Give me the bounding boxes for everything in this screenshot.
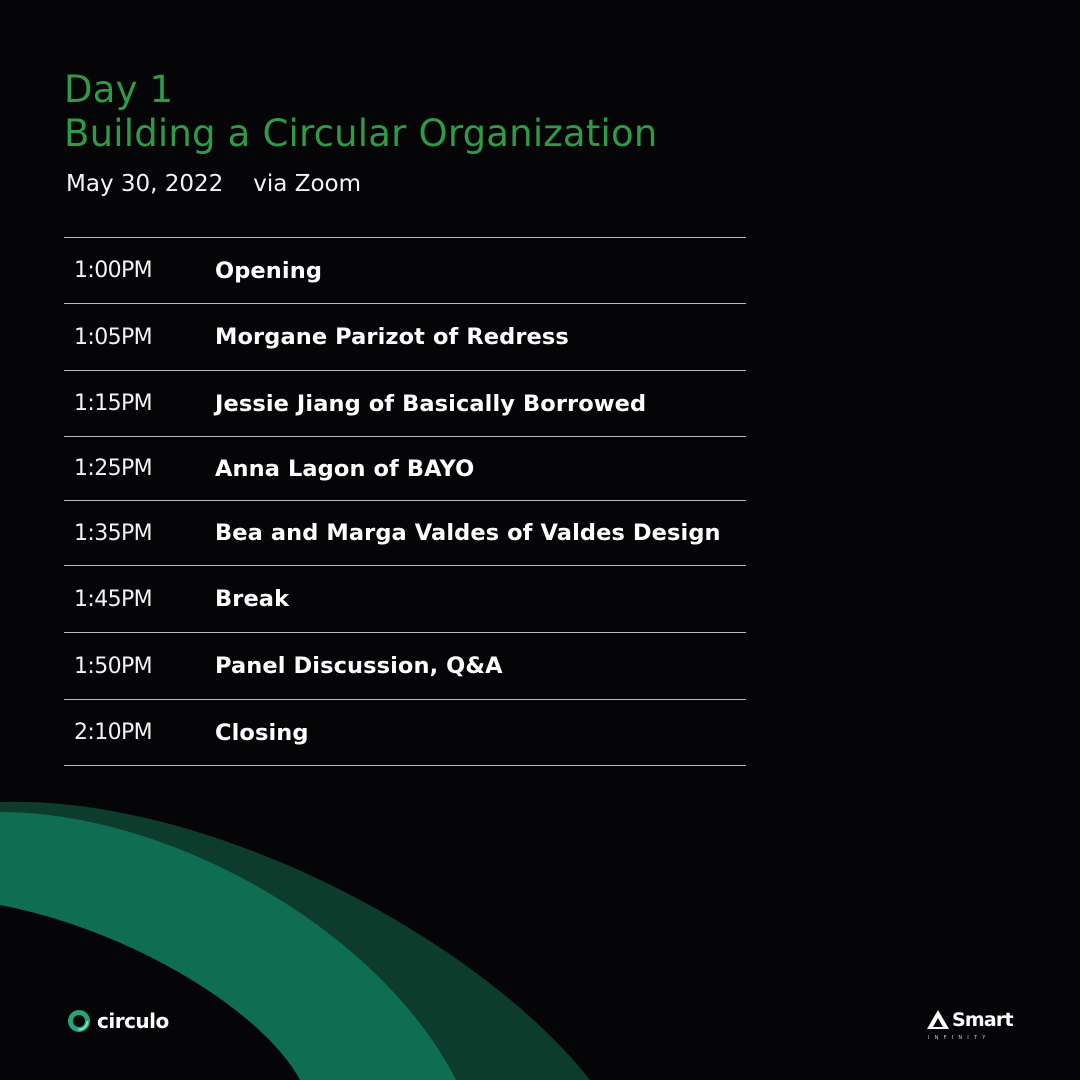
event-venue: via Zoom bbox=[253, 171, 362, 197]
schedule-event: Closing bbox=[215, 719, 309, 746]
smart-triangle-icon bbox=[926, 1008, 950, 1032]
schedule-time: 1:05PM bbox=[74, 324, 153, 350]
schedule-event: Opening bbox=[215, 257, 323, 284]
event-meta bbox=[66, 168, 361, 200]
schedule-row bbox=[64, 633, 746, 700]
smart-tagline: INFINITY bbox=[928, 1035, 991, 1041]
schedule-row bbox=[64, 238, 746, 304]
smart-wordmark: Smart bbox=[952, 1009, 1013, 1031]
schedule-event: Panel Discussion, Q&A bbox=[215, 653, 503, 679]
schedule-time: 1:35PM bbox=[74, 520, 153, 546]
event-title: Building a Circular Organization bbox=[64, 112, 658, 155]
schedule-time: 2:10PM bbox=[74, 720, 153, 745]
schedule-row bbox=[64, 566, 746, 633]
schedule-row bbox=[64, 304, 746, 371]
circulo-wordmark: circulo bbox=[97, 1009, 169, 1033]
schedule-row bbox=[64, 371, 746, 437]
schedule-event: Jessie Jiang of Basically Borrowed bbox=[215, 390, 647, 417]
smart-logo-row bbox=[926, 1006, 1018, 1034]
schedule-event: Break bbox=[215, 586, 290, 612]
schedule-time: 1:25PM bbox=[74, 456, 153, 481]
schedule-time: 1:00PM bbox=[74, 258, 153, 283]
schedule-event: Bea and Marga Valdes of Valdes Design bbox=[215, 520, 721, 546]
schedule-row bbox=[64, 437, 746, 501]
circulo-logo bbox=[67, 1006, 169, 1036]
schedule-time: 1:45PM bbox=[74, 586, 153, 612]
day-label: Day 1 bbox=[64, 68, 174, 111]
schedule-event: Morgane Parizot of Redress bbox=[215, 324, 569, 350]
schedule-row bbox=[64, 501, 746, 566]
schedule-row bbox=[64, 700, 746, 766]
schedule-event: Anna Lagon of BAYO bbox=[215, 455, 475, 482]
event-date: May 30, 2022 bbox=[66, 171, 224, 197]
smart-logo bbox=[926, 1006, 1018, 1046]
schedule-time: 1:50PM bbox=[74, 653, 153, 679]
header bbox=[64, 68, 657, 156]
schedule-table bbox=[64, 237, 746, 766]
schedule-time: 1:15PM bbox=[74, 391, 153, 416]
circulo-ring-icon bbox=[67, 1009, 91, 1033]
